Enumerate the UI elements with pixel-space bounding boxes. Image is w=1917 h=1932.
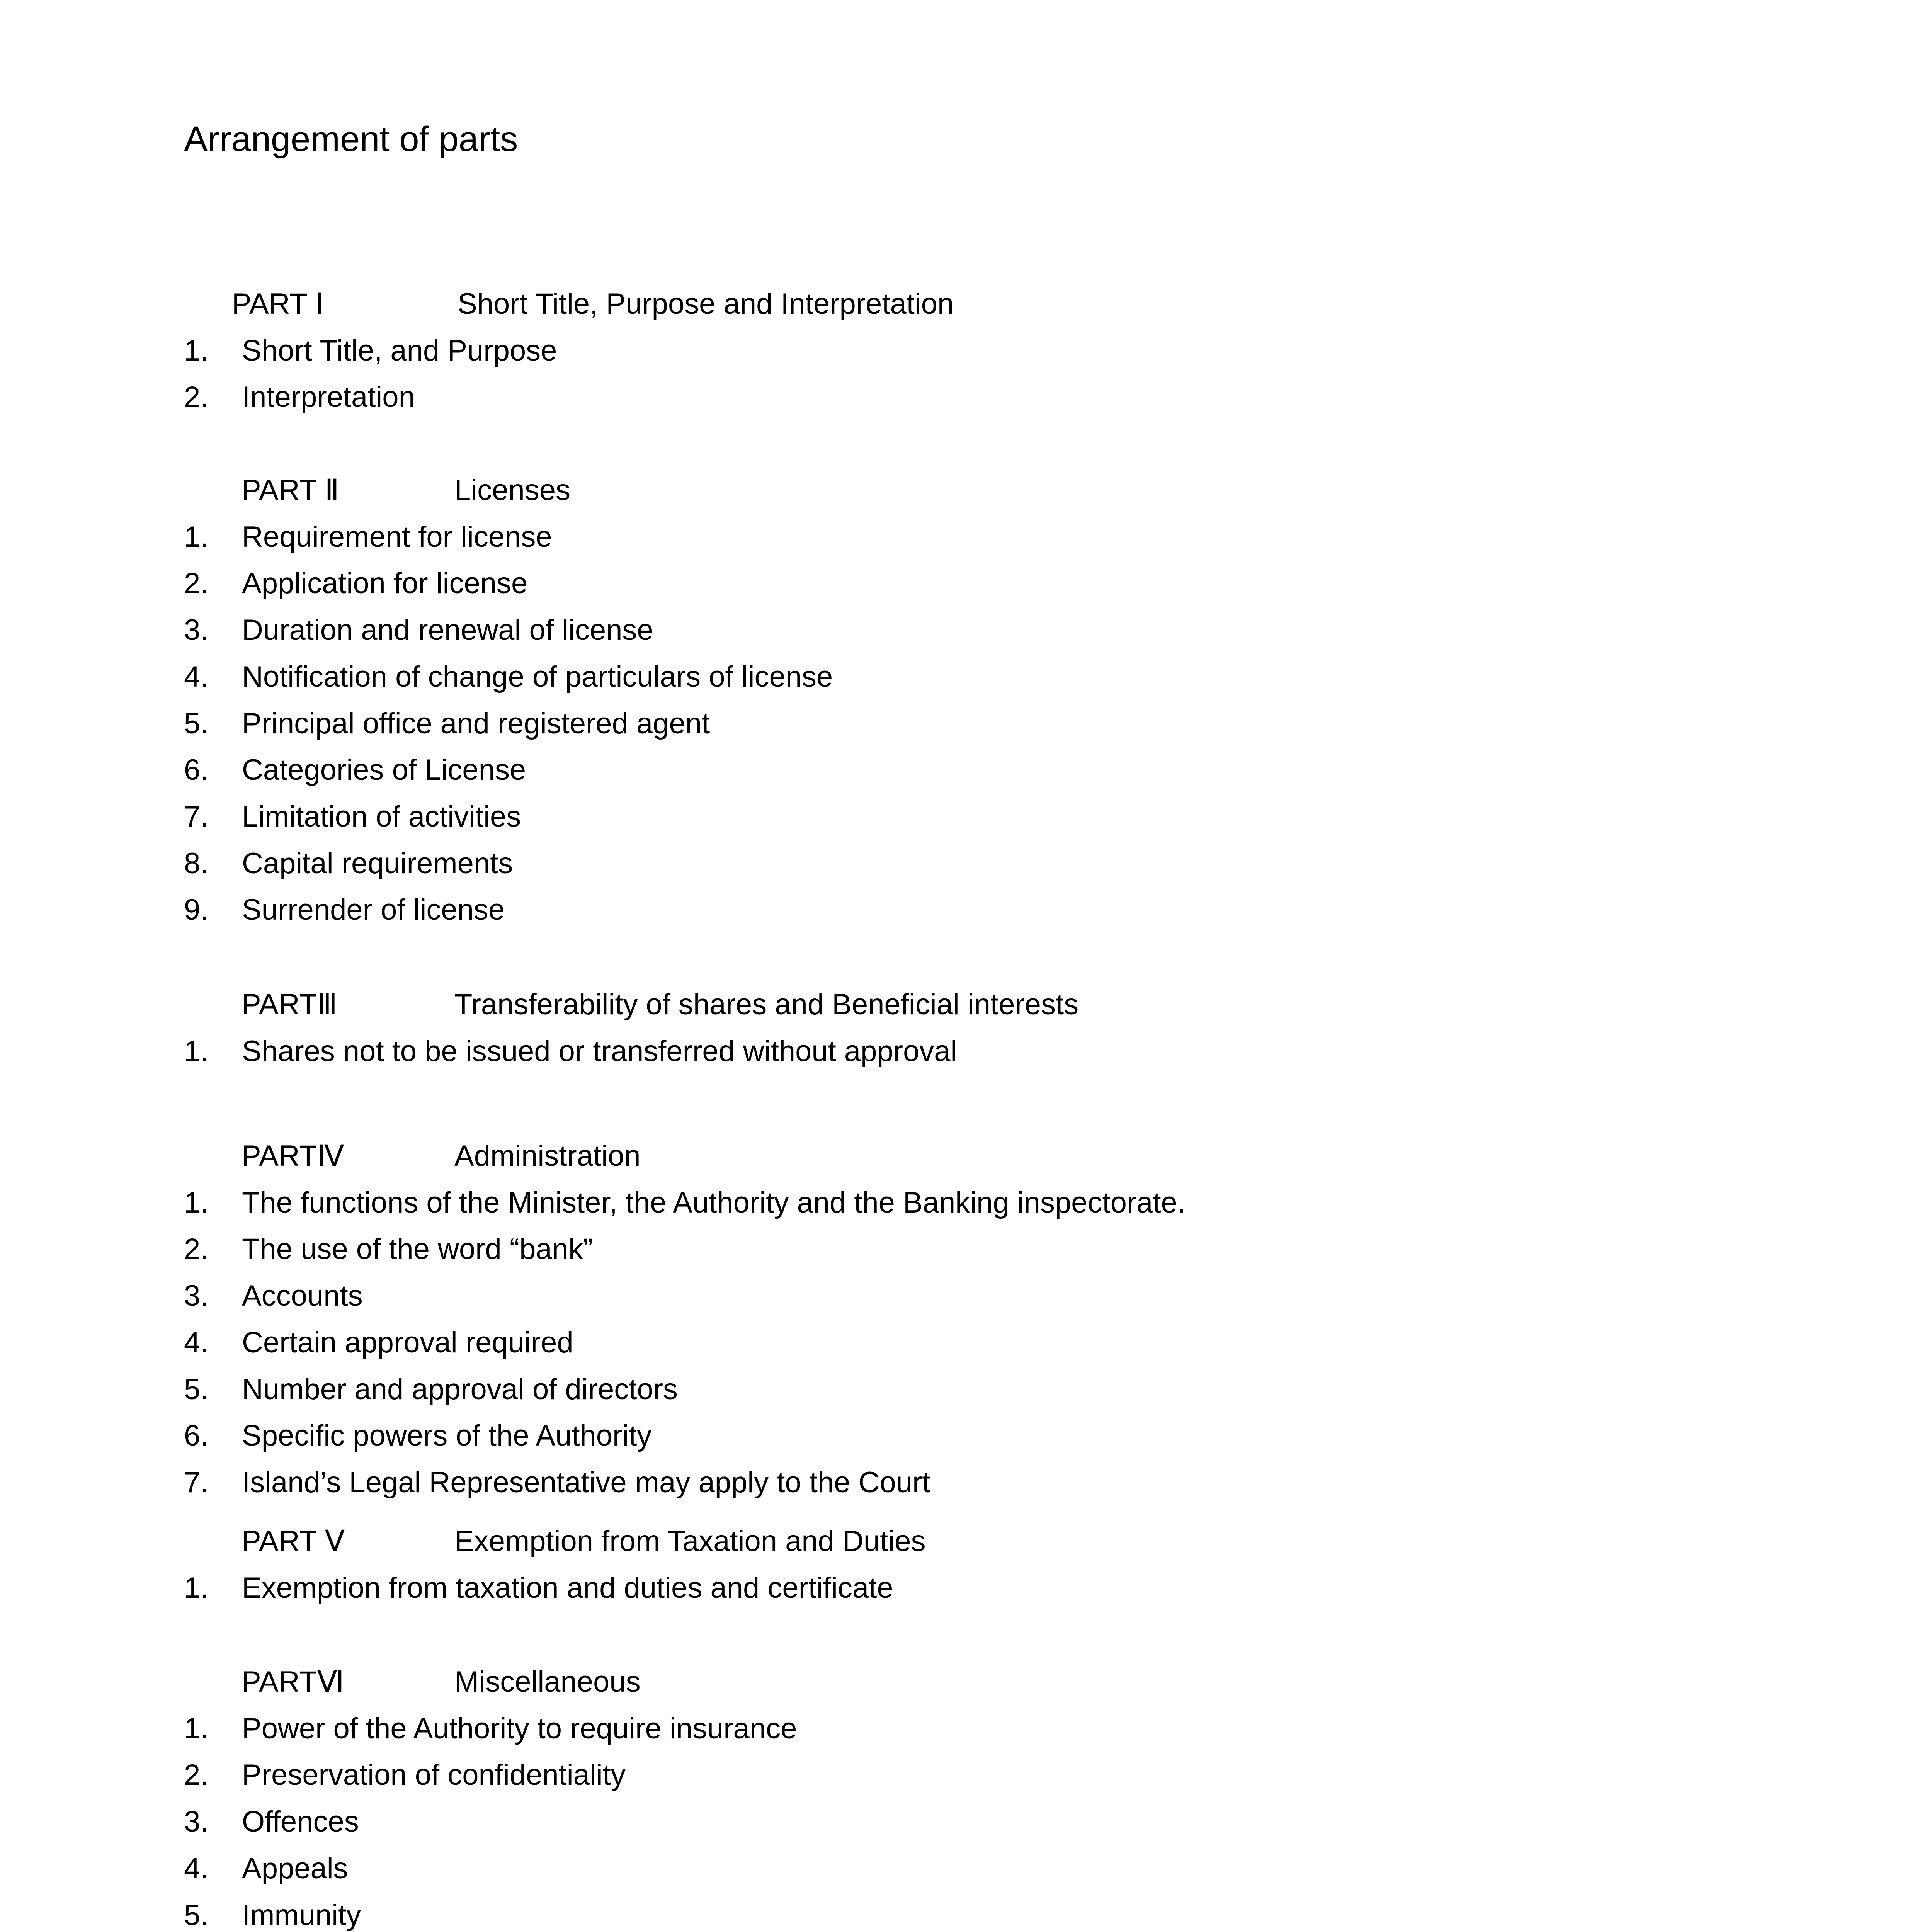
item-text: Specific powers of the Authority	[242, 1419, 652, 1452]
item-text: Limitation of activities	[242, 800, 521, 833]
item-number: 7.	[184, 1466, 209, 1499]
part-title: Short Title, Purpose and Interpretation	[458, 287, 954, 320]
part-title: Exemption from Taxation and Duties	[454, 1525, 926, 1558]
item-number: 8.	[184, 847, 209, 880]
item-text: Preservation of confidentiality	[242, 1759, 626, 1791]
item-text: The functions of the Minister, the Authority and the Banking inspectorate.	[242, 1186, 1186, 1219]
item-number: 2.	[184, 381, 209, 413]
part-title: Transferability of shares and Beneficial interests	[454, 988, 1079, 1021]
item-text: Number and approval of directors	[242, 1373, 678, 1406]
item-number: 2.	[184, 1759, 209, 1791]
part-title: Licenses	[454, 474, 570, 507]
item-text: Interpretation	[242, 381, 415, 413]
item-number: 1.	[184, 1571, 209, 1604]
item-text: Categories of License	[242, 753, 526, 786]
item-text: Island’s Legal Representative may apply to the Court	[242, 1466, 930, 1499]
item-text: Duration and renewal of license	[242, 614, 653, 646]
item-number: 6.	[184, 1419, 209, 1452]
item-text: Short Title, and Purpose	[242, 334, 557, 367]
item-number: 3.	[184, 614, 209, 646]
part-title: Miscellaneous	[454, 1665, 641, 1698]
part-label: PARTⅥ	[242, 1665, 344, 1698]
item-text: Application for license	[242, 567, 528, 600]
item-text: Shares not to be issued or transferred without approval	[242, 1035, 957, 1068]
item-number: 1.	[184, 1712, 209, 1745]
item-text: Capital requirements	[242, 847, 513, 880]
page-title: Arrangement of parts	[184, 119, 518, 159]
item-number: 4.	[184, 660, 209, 693]
item-text: Accounts	[242, 1279, 363, 1312]
item-number: 1.	[184, 334, 209, 367]
item-text: Power of the Authority to require insurance	[242, 1712, 797, 1745]
item-number: 5.	[184, 1899, 209, 1932]
item-text: Immunity	[242, 1899, 361, 1932]
item-number: 9.	[184, 893, 209, 926]
item-text: Surrender of license	[242, 893, 505, 926]
item-text: The use of the word “bank”	[242, 1233, 593, 1265]
part-title: Administration	[454, 1139, 641, 1172]
part-label: PARTⅣ	[242, 1139, 344, 1172]
item-text: Notification of change of particulars of license	[242, 660, 833, 693]
part-label: PARTⅢ	[242, 988, 338, 1021]
part-label: PART Ⅱ	[242, 474, 339, 507]
item-text: Principal office and registered agent	[242, 707, 710, 740]
item-number: 1.	[184, 1186, 209, 1219]
item-text: Certain approval required	[242, 1326, 573, 1359]
item-text: Exemption from taxation and duties and certificate	[242, 1571, 893, 1604]
item-number: 1.	[184, 1035, 209, 1068]
part-label: PART Ⅴ	[242, 1525, 345, 1558]
item-text: Appeals	[242, 1852, 348, 1885]
item-number: 5.	[184, 707, 209, 740]
item-number: 1.	[184, 520, 209, 553]
item-text: Offences	[242, 1805, 359, 1838]
item-text: Requirement for license	[242, 520, 552, 553]
item-number: 5.	[184, 1373, 209, 1406]
item-number: 7.	[184, 800, 209, 833]
item-number: 4.	[184, 1852, 209, 1885]
part-label: PART Ⅰ	[232, 287, 324, 320]
item-number: 2.	[184, 567, 209, 600]
item-number: 3.	[184, 1805, 209, 1838]
item-number: 2.	[184, 1233, 209, 1265]
item-number: 3.	[184, 1279, 209, 1312]
item-number: 4.	[184, 1326, 209, 1359]
item-number: 6.	[184, 753, 209, 786]
